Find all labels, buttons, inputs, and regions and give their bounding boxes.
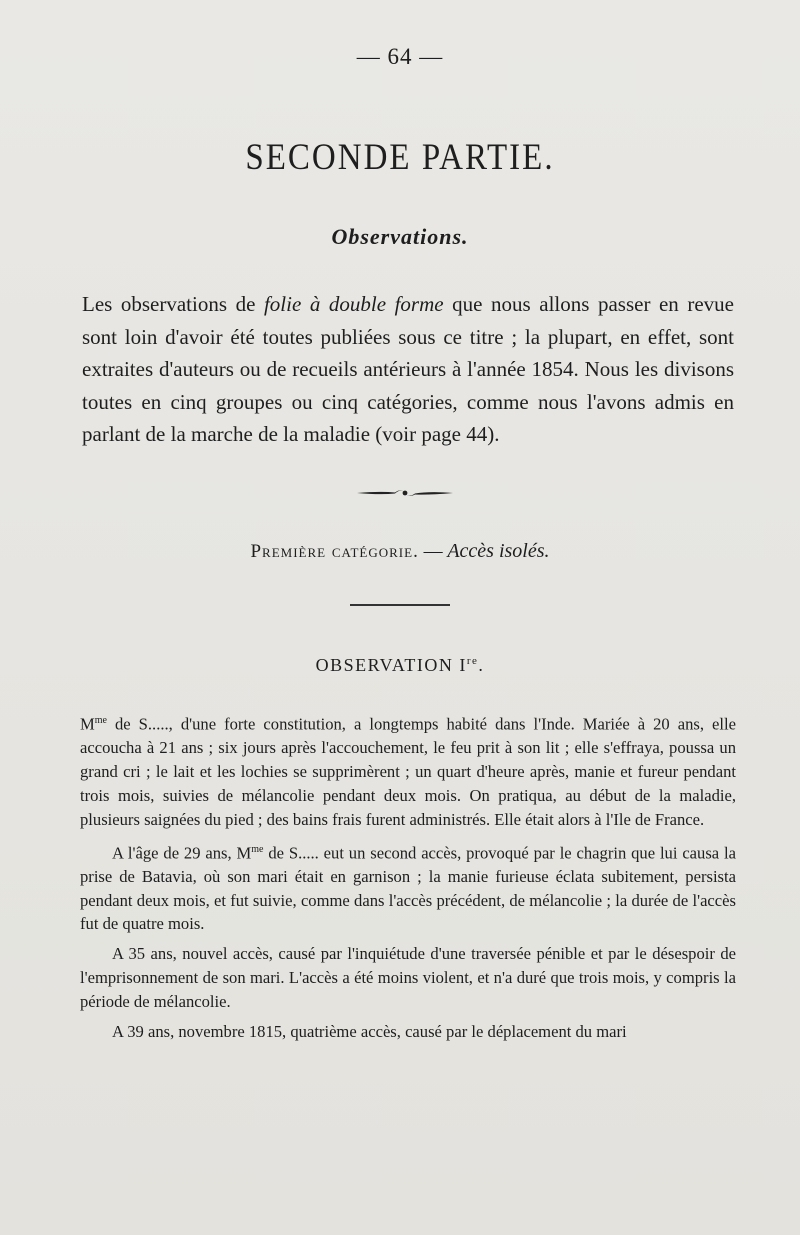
observation-end: . <box>478 655 485 675</box>
part-title: SECONDE PARTIE. <box>245 137 555 179</box>
intro-text-start: Les observations de <box>82 292 264 316</box>
body-paragraph-4 <box>80 1020 736 1044</box>
paragraph-text: de S....., d'une forte constitution, a longtemps habité dans l'Inde. Mariée à 20 ans, elle accoucha à 21 ans ; six jours après l'accouchement, le feu prit à son lit ; elle s'effraya, poussa un grand cri ; le lait et les lochies se supprimèrent ; un quart d'heure après, manie et fureur pendant trois mois, suivies de mélancolie pendant deux mois. On pratiqua, au début de la maladie, plusieurs saignées du pied ; des bains frais furent administrés. Elle était alors à l'Ile de France. <box>80 714 736 829</box>
paragraph-text: A 35 ans, nouvel accès, causé par l'inquiétude d'une traversée pénible et par le désespoir de l'emprisonnement de son mari. L'accès a été moins violent, et n'a duré que trois mois, y compris la période de mélancolie. <box>80 944 736 1011</box>
observation-suffix: re <box>466 655 479 667</box>
paragraph-prefix-sup: me <box>251 843 264 855</box>
body-paragraph-2 <box>80 838 736 937</box>
body-paragraph-3 <box>80 942 736 1013</box>
category-dash: — <box>418 541 448 562</box>
ornament-divider <box>355 486 455 500</box>
paragraph-prefix: M <box>80 714 95 734</box>
observation-number <box>0 655 800 676</box>
body-paragraph-1 <box>80 709 736 832</box>
category-label: Première catégorie. <box>250 541 419 562</box>
observation-label: OBSERVATION I <box>315 655 467 675</box>
paragraph-prefix-sup: me <box>94 715 107 726</box>
intro-text-rest: que nous allons passer en revue sont loin d'avoir été toutes publiées sous ce titre ; la plupart, en effet, sont extraites d'auteurs ou de recueils antérieurs à l'année 1854. Nous les divisons toutes en cinq groupes ou cinq catégories, comme nous l'avons admis en parlant de la marche de la maladie (voir page 44). <box>82 292 734 446</box>
page-number: — 64 — <box>356 44 444 69</box>
category-subtitle: Accès isolés. <box>447 540 550 562</box>
observation-body <box>80 709 736 1049</box>
section-rule <box>350 604 450 606</box>
intro-italic-term: folie à double forme <box>263 292 444 316</box>
intro-paragraph <box>82 288 734 451</box>
paragraph-text: A 39 ans, novembre 1815, quatrième accès, causé par le déplacement du mari <box>112 1021 627 1041</box>
paragraph-text: de S..... eut un second accès, provoqué par le chagrin que lui causa la prise de Batavia, où son mari était en garnison ; la manie furieuse éclata subitement, persista pendant deux mois, et fut suivie, comme dans l'accès précédent, de mélancolie ; la durée de l'accès fut de quatre mois. <box>80 843 737 934</box>
category-heading <box>0 540 800 563</box>
paragraph-prefix: A l'âge de 29 ans, M <box>112 843 252 863</box>
observations-heading: Observations. <box>331 224 469 249</box>
